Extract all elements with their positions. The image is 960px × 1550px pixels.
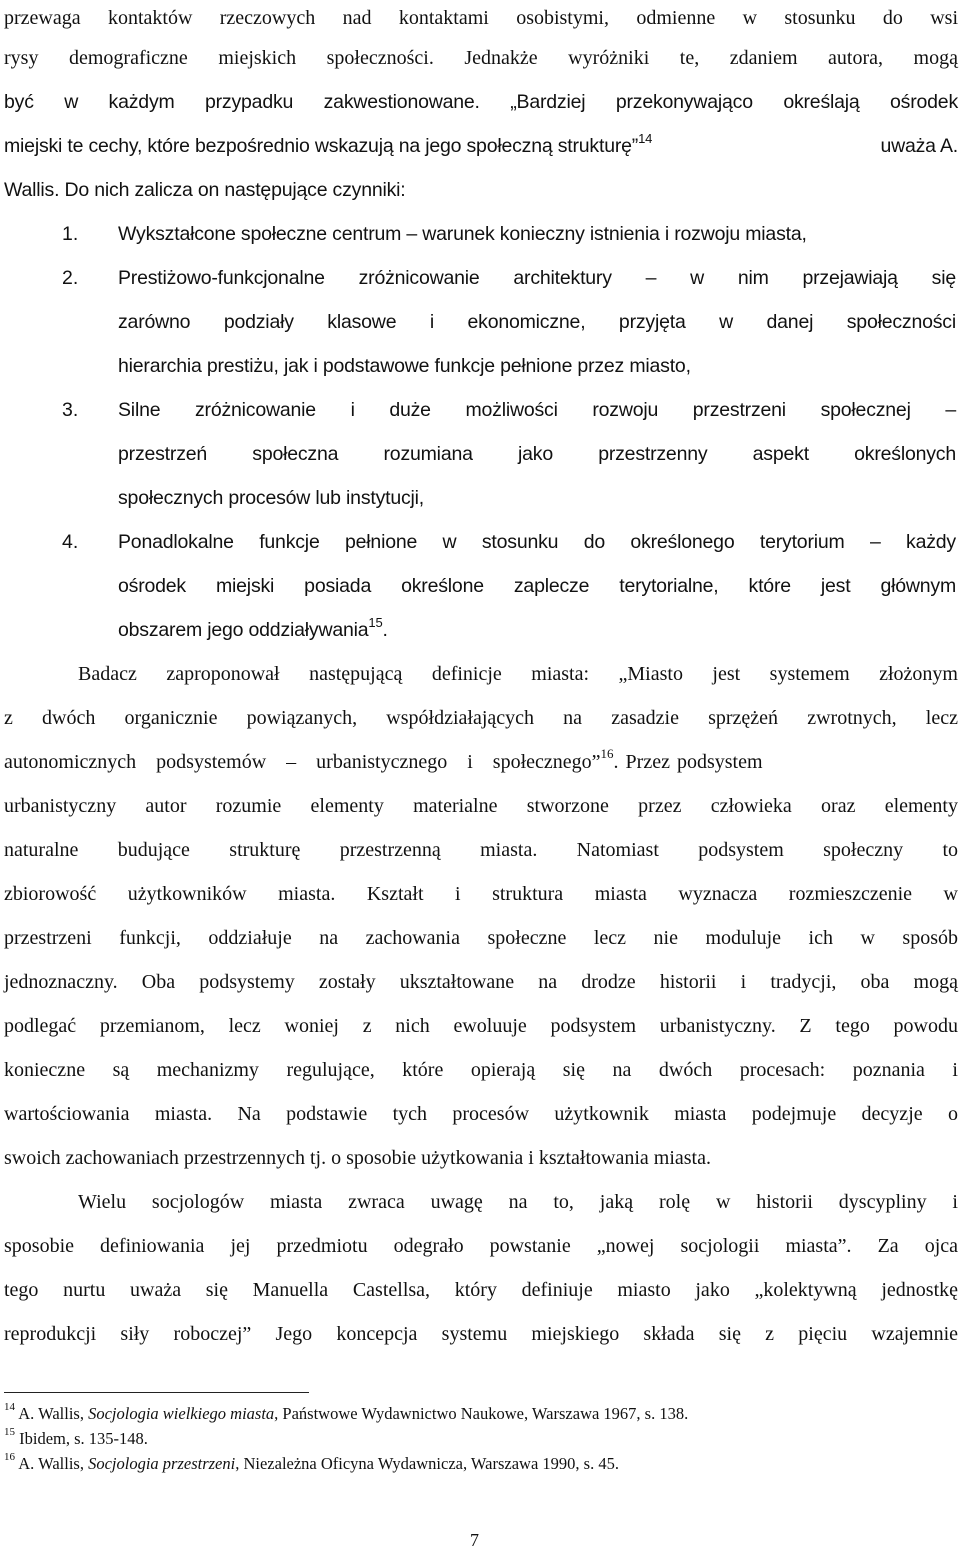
text-line: konieczne są mechanizmy regulujące, które opierają się na dwóch procesach: poznania i bbox=[4, 1059, 958, 1081]
text-span: uważa A. bbox=[880, 135, 958, 157]
footnote-title: Socjologia przestrzeni bbox=[88, 1454, 236, 1473]
text-line: z dwóch organicznie powiązanych, współdziałających na zasadzie sprzężeń zwrotnych, lecz bbox=[4, 707, 958, 729]
text-line: swoich zachowaniach przestrzennych tj. o sposobie użytkowania i kształtowania miasta. bbox=[4, 1147, 711, 1169]
text-line: reprodukcji siły roboczej” Jego koncepcja systemu miejskiego składa się z pięciu wzajemnie bbox=[4, 1323, 958, 1345]
page-number: 7 bbox=[470, 1530, 479, 1550]
text-span: autonomicznych podsystemów – urbanistycznego i społecznego” bbox=[4, 751, 601, 773]
footnote-text: Ibidem, s. 135-148. bbox=[19, 1429, 148, 1448]
text-line: zbiorowość użytkowników miasta. Kształt i struktura miasta wyznacza rozmieszczenie w bbox=[4, 883, 958, 905]
list-number: 4. bbox=[62, 531, 79, 553]
text-line: sposobie definiowania jej przedmiotu odegrało powstanie „nowej socjologii miasta”. Za ojca bbox=[4, 1235, 958, 1257]
list-number: 1. bbox=[62, 223, 79, 245]
text-line: być w każdym przypadku zakwestionowane. „Bardziej przekonywająco określają ośrodek bbox=[4, 91, 958, 113]
footnote-separator bbox=[4, 1392, 309, 1393]
list-item: hierarchia prestiżu, jak i podstawowe funkcje pełnione przez miasto, bbox=[118, 355, 691, 377]
text-span: . Przez podsystem bbox=[613, 751, 763, 773]
footnote bbox=[4, 1425, 148, 1449]
footnote-text: A. Wallis, bbox=[18, 1454, 89, 1473]
list-item bbox=[118, 614, 956, 642]
list-item: Silne zróżnicowanie i duże możliwości rozwoju przestrzeni społecznej – bbox=[118, 399, 956, 421]
footnote-ref-15[interactable]: 15 bbox=[368, 614, 383, 630]
text-line bbox=[4, 746, 958, 774]
text-line bbox=[4, 130, 958, 158]
list-item: ośrodek miejski posiada określone zaplecze terytorialne, które jest głównym bbox=[118, 575, 956, 597]
footnote bbox=[4, 1400, 689, 1424]
text-line: naturalne budujące strukturę przestrzenną miasta. Natomiast podsystem społeczny to bbox=[4, 839, 958, 861]
text-line: jednoznaczny. Oba podsystemy zostały ukształtowane na drodze historii i tradycji, oba mogą bbox=[4, 971, 958, 993]
text-line: Badacz zaproponował następującą definicje miasta: „Miasto jest systemem złożonym bbox=[78, 663, 958, 685]
text-line: tego nurtu uważa się Manuella Castellsa, który definiuje miasto jako „kolektywną jednostkę bbox=[4, 1279, 958, 1301]
footnote-text: A. Wallis, bbox=[18, 1404, 89, 1423]
text-line: Wielu socjologów miasta zwraca uwagę na to, jaką rolę w historii dyscypliny i bbox=[78, 1191, 958, 1213]
footnote-ref-14[interactable]: 14 bbox=[638, 130, 653, 146]
text-line: przewaga kontaktów rzeczowych nad kontaktami osobistymi, odmienne w stosunku do wsi bbox=[4, 7, 958, 29]
text-line: podlegać przemianom, lecz woniej z nich ewoluuje podsystem urbanistyczny. Z tego powodu bbox=[4, 1015, 958, 1037]
text-span: . bbox=[382, 619, 388, 641]
text-line: przestrzeni funkcji, oddziałuje na zachowania społeczne lecz nie moduluje ich w sposób bbox=[4, 927, 958, 949]
footnote-ref-16[interactable]: 16 bbox=[600, 746, 614, 762]
footnote-title: Socjologia wielkiego miasta bbox=[88, 1404, 275, 1423]
text-span: miejski te cechy, które bezpośrednio wskazują na jego społeczną strukturę” bbox=[4, 135, 639, 157]
footnote bbox=[4, 1450, 619, 1474]
list-number: 2. bbox=[62, 267, 79, 289]
footnote-text: , Niezależna Oficyna Wydawnicza, Warszawa 1990, s. 45. bbox=[235, 1454, 619, 1473]
footnote-text: , Państwowe Wydawnictwo Naukowe, Warszawa 1967, s. 138. bbox=[274, 1404, 689, 1423]
footnote-number: 16 bbox=[4, 1450, 15, 1463]
footnote-number: 14 bbox=[4, 1400, 15, 1413]
text-line: Wallis. Do nich zalicza on następujące czynniki: bbox=[4, 179, 406, 201]
list-item: Wykształcone społeczne centrum – warunek konieczny istnienia i rozwoju miasta, bbox=[118, 223, 807, 245]
list-item: Ponadlokalne funkcje pełnione w stosunku do określonego terytorium – każdy bbox=[118, 531, 956, 553]
list-item: przestrzeń społeczna rozumiana jako przestrzenny aspekt określonych bbox=[118, 443, 956, 465]
text-line: urbanistyczny autor rozumie elementy materialne stworzone przez człowieka oraz elementy bbox=[4, 795, 958, 817]
list-number: 3. bbox=[62, 399, 79, 421]
list-item: Prestiżowo-funkcjonalne zróżnicowanie architektury – w nim przejawiają się bbox=[118, 267, 956, 289]
list-item: społecznych procesów lub instytucji, bbox=[118, 487, 425, 509]
text-line: wartościowania miasta. Na podstawie tych procesów użytkownik miasta podejmuje decyzje o bbox=[4, 1103, 958, 1125]
footnote-number: 15 bbox=[4, 1425, 15, 1438]
list-item: zarówno podziały klasowe i ekonomiczne, przyjęta w danej społeczności bbox=[118, 311, 956, 333]
text-span: obszarem jego oddziaływania bbox=[118, 619, 369, 641]
text-line: rysy demograficzne miejskich społeczności. Jednakże wyróżniki te, zdaniem autora, mogą bbox=[4, 47, 958, 69]
